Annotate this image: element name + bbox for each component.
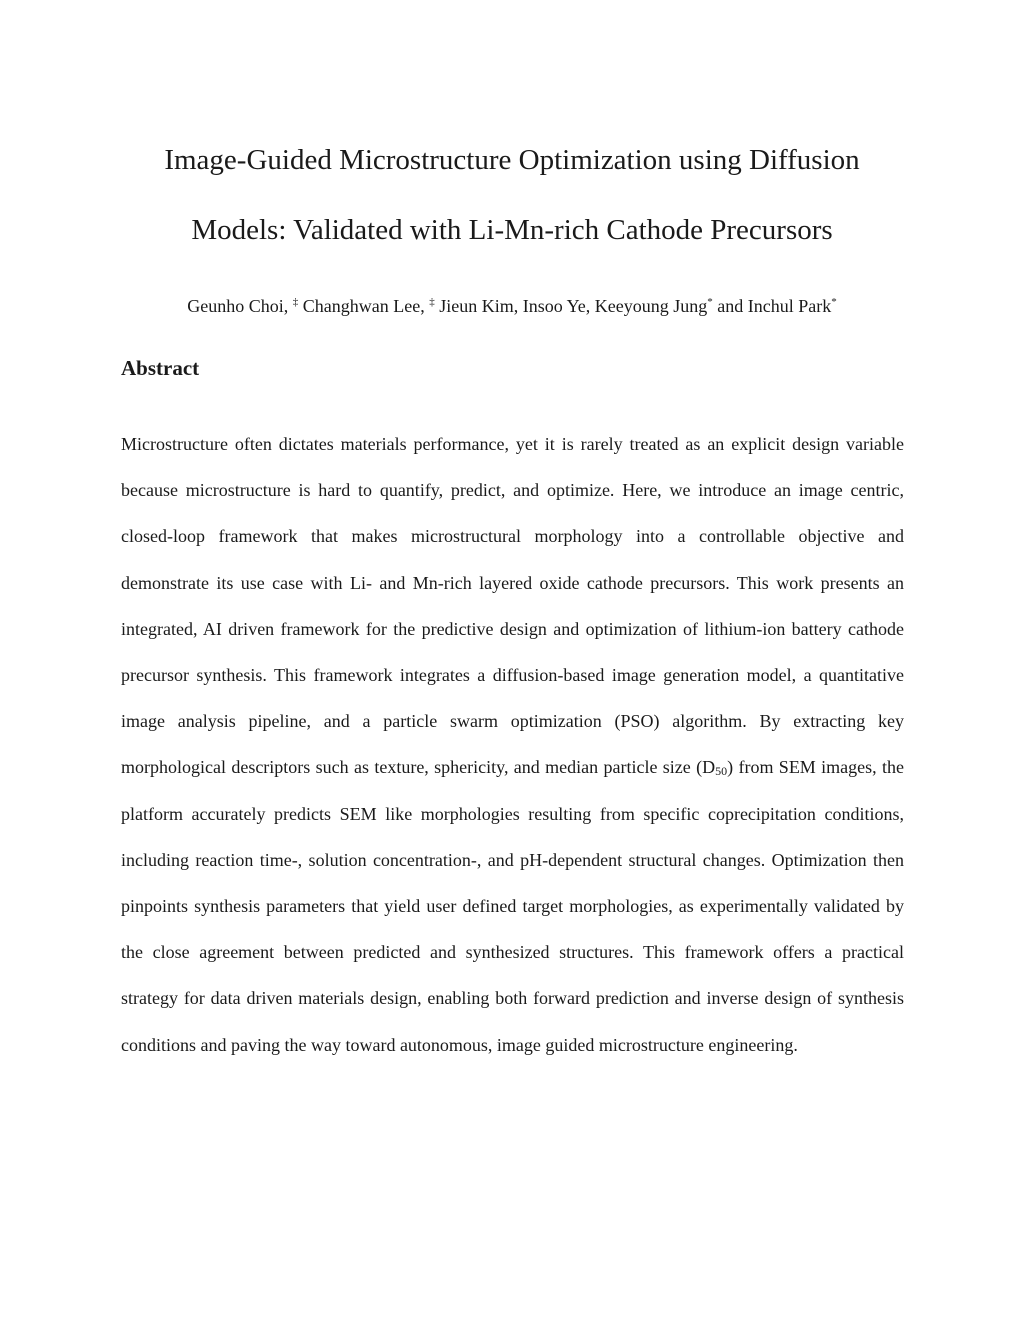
abstract-heading: Abstract (121, 356, 200, 380)
author-name: Changhwan Lee, (298, 296, 425, 316)
corresponding-author-mark: * (831, 296, 837, 308)
author-name: Jieun Kim, Insoo Ye, Keeyoung Jung (434, 296, 708, 316)
author-name: and Inchul Park (712, 296, 832, 316)
title-line-2: Models: Validated with Li-Mn-rich Cathode Precursors (191, 214, 833, 246)
author-list (100, 292, 924, 320)
title-line-1: Image-Guided Microstructure Optimization using Diffusion (164, 144, 860, 176)
corresponding-author-mark: * (707, 296, 713, 308)
equal-contribution-mark: ‡ (429, 296, 435, 308)
abstract-text: Microstructure often dictates materials performance, yet it is rarely treated as an explicit design variable because microstructure is hard to quantify, predict, and optimize. Here, we introduce an image centric, closed-loop framework that makes microstructural morphology into a controllable objective and demonstrate its use case with Li- and Mn-rich layered oxide cathode precursors. This work presents an integrated, AI driven framework for the predictive design and optimization of lithium-ion battery cathode precursor synthesis. This framework integrates a diffusion-based image generation model, a quantitative image analysis pipeline, and a particle swarm optimization (PSO) algorithm. By extracting key morphological descriptors such as texture, sphericity, and median particle size (D (121, 434, 904, 778)
d50-subscript: 50 (715, 764, 728, 779)
equal-contribution-mark: ‡ (292, 296, 299, 308)
author-name: Geunho Choi, (187, 296, 289, 316)
paper-title (100, 125, 924, 265)
abstract-body (121, 421, 904, 1068)
abstract-text: ) from SEM images, the platform accurately predicts SEM like morphologies resulting from specific coprecipitation conditions, including reaction time-, solution concentration-, and pH-dependent structural changes. Optimization then pinpoints synthesis parameters that yield user defined target morphologies, as experimentally validated by the close agreement between predicted and synthesized structures. This framework offers a practical strategy for data driven materials design, enabling both forward prediction and inverse design of synthesis conditions and paving the way toward autonomous, image guided microstructure engineering. (121, 757, 904, 1055)
